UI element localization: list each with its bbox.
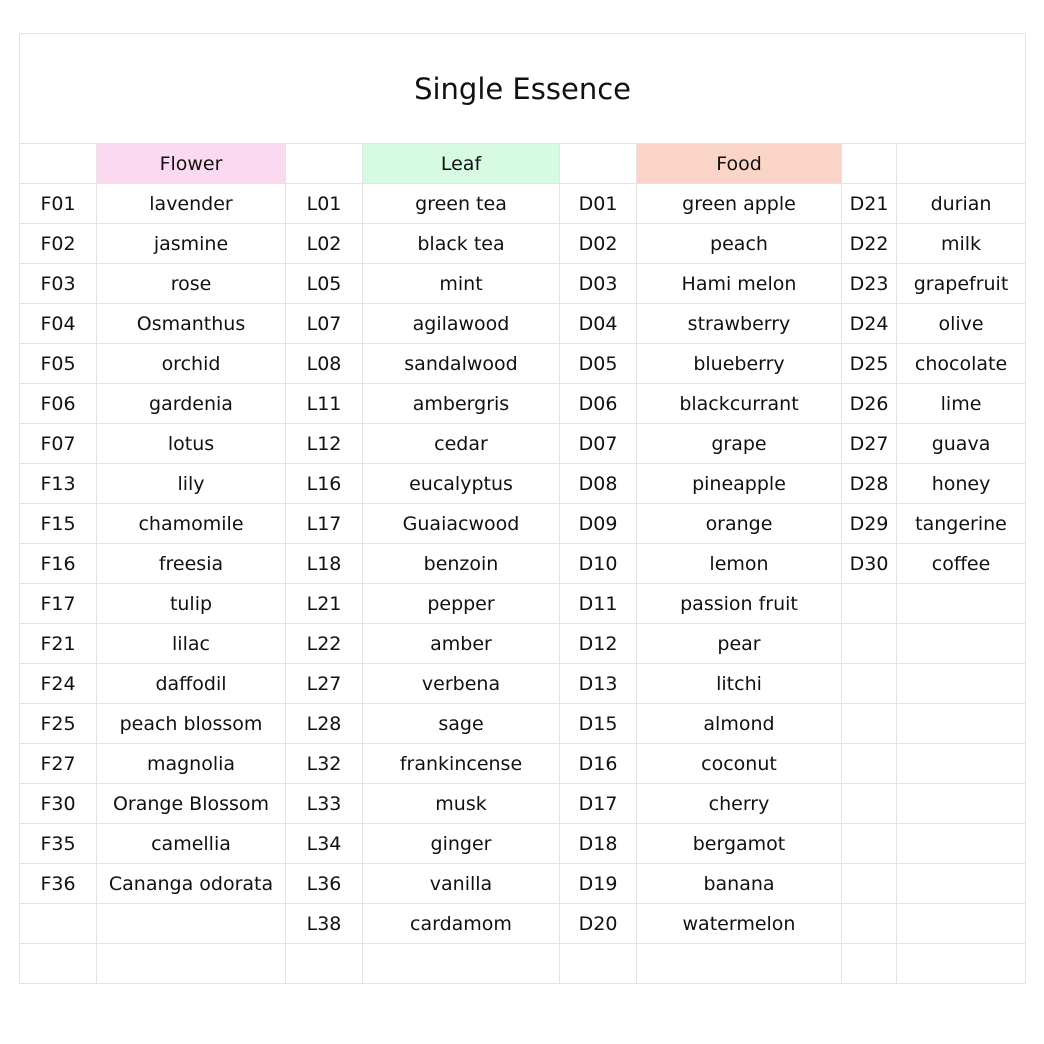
leaf-name-cell: sandalwood xyxy=(363,344,560,384)
flower-code-cell: F07 xyxy=(20,424,97,464)
leaf-name-cell: pepper xyxy=(363,584,560,624)
leaf-code-cell: L18 xyxy=(286,544,363,584)
leaf-code-cell: L36 xyxy=(286,864,363,904)
flower-name-cell: tulip xyxy=(97,584,286,624)
food-code-cell: D07 xyxy=(560,424,637,464)
leaf-name-cell: sage xyxy=(363,704,560,744)
empty-cell xyxy=(897,144,1026,184)
food-extra-code-cell: D30 xyxy=(842,544,897,584)
flower-name-cell: Cananga odorata xyxy=(97,864,286,904)
leaf-name-cell: ambergris xyxy=(363,384,560,424)
food-name-cell: litchi xyxy=(637,664,842,704)
empty-cell xyxy=(842,624,897,664)
table-row xyxy=(20,384,1026,424)
food-extra-name-cell: durian xyxy=(897,184,1026,224)
food-code-cell: D11 xyxy=(560,584,637,624)
empty-cell xyxy=(20,144,97,184)
leaf-name-cell: musk xyxy=(363,784,560,824)
flower-name-cell: lilac xyxy=(97,624,286,664)
food-name-cell: bergamot xyxy=(637,824,842,864)
food-code-cell: D08 xyxy=(560,464,637,504)
flower-code-cell: F04 xyxy=(20,304,97,344)
empty-cell xyxy=(560,144,637,184)
empty-cell xyxy=(897,784,1026,824)
food-code-cell: D04 xyxy=(560,304,637,344)
table-row xyxy=(20,784,1026,824)
table-row xyxy=(20,584,1026,624)
flower-code-cell: F01 xyxy=(20,184,97,224)
food-name-cell: blueberry xyxy=(637,344,842,384)
table-row xyxy=(20,824,1026,864)
flower-name-cell: daffodil xyxy=(97,664,286,704)
food-extra-code-cell: D29 xyxy=(842,504,897,544)
empty-cell xyxy=(897,904,1026,944)
leaf-name-cell: verbena xyxy=(363,664,560,704)
flower-code-cell: F03 xyxy=(20,264,97,304)
food-code-cell: D17 xyxy=(560,784,637,824)
table-row xyxy=(20,424,1026,464)
table-row xyxy=(20,344,1026,384)
category-header-row xyxy=(20,144,1026,184)
leaf-code-cell: L33 xyxy=(286,784,363,824)
food-name-cell: banana xyxy=(637,864,842,904)
flower-code-cell: F36 xyxy=(20,864,97,904)
category-header-food: Food xyxy=(637,144,842,184)
table-row xyxy=(20,464,1026,504)
leaf-name-cell: cedar xyxy=(363,424,560,464)
flower-code-cell: F13 xyxy=(20,464,97,504)
table-row xyxy=(20,544,1026,584)
empty-cell xyxy=(897,584,1026,624)
food-code-cell: D02 xyxy=(560,224,637,264)
flower-name-cell: camellia xyxy=(97,824,286,864)
flower-code-cell: F06 xyxy=(20,384,97,424)
food-name-cell: peach xyxy=(637,224,842,264)
flower-code-cell: F21 xyxy=(20,624,97,664)
table-row xyxy=(20,704,1026,744)
flower-name-cell: gardenia xyxy=(97,384,286,424)
flower-name-cell: jasmine xyxy=(97,224,286,264)
leaf-code-cell: L27 xyxy=(286,664,363,704)
table-row xyxy=(20,224,1026,264)
empty-cell xyxy=(842,664,897,704)
flower-name-cell: magnolia xyxy=(97,744,286,784)
food-extra-code-cell: D21 xyxy=(842,184,897,224)
food-extra-name-cell: grapefruit xyxy=(897,264,1026,304)
leaf-name-cell: cardamom xyxy=(363,904,560,944)
flower-code-cell: F30 xyxy=(20,784,97,824)
flower-code-cell: F27 xyxy=(20,744,97,784)
flower-name-cell: Osmanthus xyxy=(97,304,286,344)
flower-name-cell: rose xyxy=(97,264,286,304)
leaf-code-cell: L34 xyxy=(286,824,363,864)
empty-cell xyxy=(842,584,897,624)
empty-cell xyxy=(637,944,842,984)
food-extra-code-cell: D27 xyxy=(842,424,897,464)
empty-cell xyxy=(20,904,97,944)
empty-cell xyxy=(897,704,1026,744)
food-extra-name-cell: olive xyxy=(897,304,1026,344)
leaf-code-cell: L12 xyxy=(286,424,363,464)
leaf-name-cell: benzoin xyxy=(363,544,560,584)
flower-code-cell: F16 xyxy=(20,544,97,584)
empty-cell xyxy=(897,624,1026,664)
empty-cell xyxy=(897,664,1026,704)
food-extra-code-cell: D28 xyxy=(842,464,897,504)
food-code-cell: D19 xyxy=(560,864,637,904)
food-code-cell: D12 xyxy=(560,624,637,664)
empty-cell xyxy=(897,864,1026,904)
table-row xyxy=(20,904,1026,944)
food-code-cell: D06 xyxy=(560,384,637,424)
flower-name-cell: orchid xyxy=(97,344,286,384)
food-extra-code-cell: D22 xyxy=(842,224,897,264)
food-code-cell: D03 xyxy=(560,264,637,304)
leaf-code-cell: L38 xyxy=(286,904,363,944)
leaf-name-cell: green tea xyxy=(363,184,560,224)
essence-table xyxy=(19,33,1026,984)
food-name-cell: pineapple xyxy=(637,464,842,504)
leaf-code-cell: L28 xyxy=(286,704,363,744)
flower-code-cell: F24 xyxy=(20,664,97,704)
empty-cell xyxy=(20,944,97,984)
food-extra-name-cell: guava xyxy=(897,424,1026,464)
flower-name-cell: peach blossom xyxy=(97,704,286,744)
food-code-cell: D10 xyxy=(560,544,637,584)
empty-cell xyxy=(842,144,897,184)
empty-cell xyxy=(842,704,897,744)
empty-cell xyxy=(842,944,897,984)
food-extra-name-cell: tangerine xyxy=(897,504,1026,544)
flower-code-cell: F17 xyxy=(20,584,97,624)
food-extra-code-cell: D23 xyxy=(842,264,897,304)
empty-cell xyxy=(842,864,897,904)
flower-name-cell: lily xyxy=(97,464,286,504)
leaf-name-cell: frankincense xyxy=(363,744,560,784)
table-row xyxy=(20,264,1026,304)
table-row xyxy=(20,944,1026,984)
food-name-cell: lemon xyxy=(637,544,842,584)
empty-cell xyxy=(97,904,286,944)
table-row xyxy=(20,624,1026,664)
table-row xyxy=(20,504,1026,544)
food-name-cell: strawberry xyxy=(637,304,842,344)
leaf-code-cell: L01 xyxy=(286,184,363,224)
food-name-cell: green apple xyxy=(637,184,842,224)
empty-cell xyxy=(286,944,363,984)
table-row xyxy=(20,864,1026,904)
leaf-name-cell: vanilla xyxy=(363,864,560,904)
food-code-cell: D05 xyxy=(560,344,637,384)
food-extra-name-cell: honey xyxy=(897,464,1026,504)
food-name-cell: passion fruit xyxy=(637,584,842,624)
category-header-leaf: Leaf xyxy=(363,144,560,184)
food-name-cell: coconut xyxy=(637,744,842,784)
food-name-cell: blackcurrant xyxy=(637,384,842,424)
leaf-name-cell: Guaiacwood xyxy=(363,504,560,544)
flower-code-cell: F25 xyxy=(20,704,97,744)
flower-name-cell: lavender xyxy=(97,184,286,224)
food-code-cell: D15 xyxy=(560,704,637,744)
leaf-name-cell: black tea xyxy=(363,224,560,264)
flower-code-cell: F02 xyxy=(20,224,97,264)
food-name-cell: watermelon xyxy=(637,904,842,944)
empty-cell xyxy=(842,744,897,784)
leaf-code-cell: L02 xyxy=(286,224,363,264)
food-extra-name-cell: milk xyxy=(897,224,1026,264)
leaf-code-cell: L22 xyxy=(286,624,363,664)
leaf-name-cell: agilawood xyxy=(363,304,560,344)
leaf-code-cell: L08 xyxy=(286,344,363,384)
flower-name-cell: freesia xyxy=(97,544,286,584)
food-code-cell: D18 xyxy=(560,824,637,864)
category-header-flower: Flower xyxy=(97,144,286,184)
food-name-cell: grape xyxy=(637,424,842,464)
leaf-code-cell: L11 xyxy=(286,384,363,424)
leaf-code-cell: L07 xyxy=(286,304,363,344)
table-row xyxy=(20,184,1026,224)
empty-cell xyxy=(897,824,1026,864)
table-row xyxy=(20,664,1026,704)
flower-code-cell: F35 xyxy=(20,824,97,864)
empty-cell xyxy=(560,944,637,984)
table-row xyxy=(20,744,1026,784)
empty-cell xyxy=(363,944,560,984)
food-extra-name-cell: chocolate xyxy=(897,344,1026,384)
leaf-name-cell: mint xyxy=(363,264,560,304)
leaf-name-cell: ginger xyxy=(363,824,560,864)
food-name-cell: cherry xyxy=(637,784,842,824)
food-code-cell: D16 xyxy=(560,744,637,784)
flower-code-cell: F05 xyxy=(20,344,97,384)
leaf-code-cell: L16 xyxy=(286,464,363,504)
empty-cell xyxy=(286,144,363,184)
leaf-name-cell: amber xyxy=(363,624,560,664)
food-code-cell: D01 xyxy=(560,184,637,224)
flower-name-cell: lotus xyxy=(97,424,286,464)
food-code-cell: D13 xyxy=(560,664,637,704)
food-name-cell: orange xyxy=(637,504,842,544)
food-code-cell: D20 xyxy=(560,904,637,944)
table-row xyxy=(20,304,1026,344)
leaf-name-cell: eucalyptus xyxy=(363,464,560,504)
food-name-cell: Hami melon xyxy=(637,264,842,304)
essence-sheet xyxy=(19,33,1025,984)
food-name-cell: almond xyxy=(637,704,842,744)
food-extra-name-cell: coffee xyxy=(897,544,1026,584)
leaf-code-cell: L21 xyxy=(286,584,363,624)
food-name-cell: pear xyxy=(637,624,842,664)
food-extra-name-cell: lime xyxy=(897,384,1026,424)
empty-cell xyxy=(897,744,1026,784)
food-code-cell: D09 xyxy=(560,504,637,544)
leaf-code-cell: L17 xyxy=(286,504,363,544)
flower-code-cell: F15 xyxy=(20,504,97,544)
empty-cell xyxy=(842,904,897,944)
empty-cell xyxy=(842,784,897,824)
empty-cell xyxy=(897,944,1026,984)
flower-name-cell: Orange Blossom xyxy=(97,784,286,824)
title-row xyxy=(20,34,1026,144)
leaf-code-cell: L05 xyxy=(286,264,363,304)
page-title: Single Essence xyxy=(20,34,1026,144)
empty-cell xyxy=(97,944,286,984)
food-extra-code-cell: D24 xyxy=(842,304,897,344)
flower-name-cell: chamomile xyxy=(97,504,286,544)
food-extra-code-cell: D26 xyxy=(842,384,897,424)
empty-cell xyxy=(842,824,897,864)
food-extra-code-cell: D25 xyxy=(842,344,897,384)
leaf-code-cell: L32 xyxy=(286,744,363,784)
